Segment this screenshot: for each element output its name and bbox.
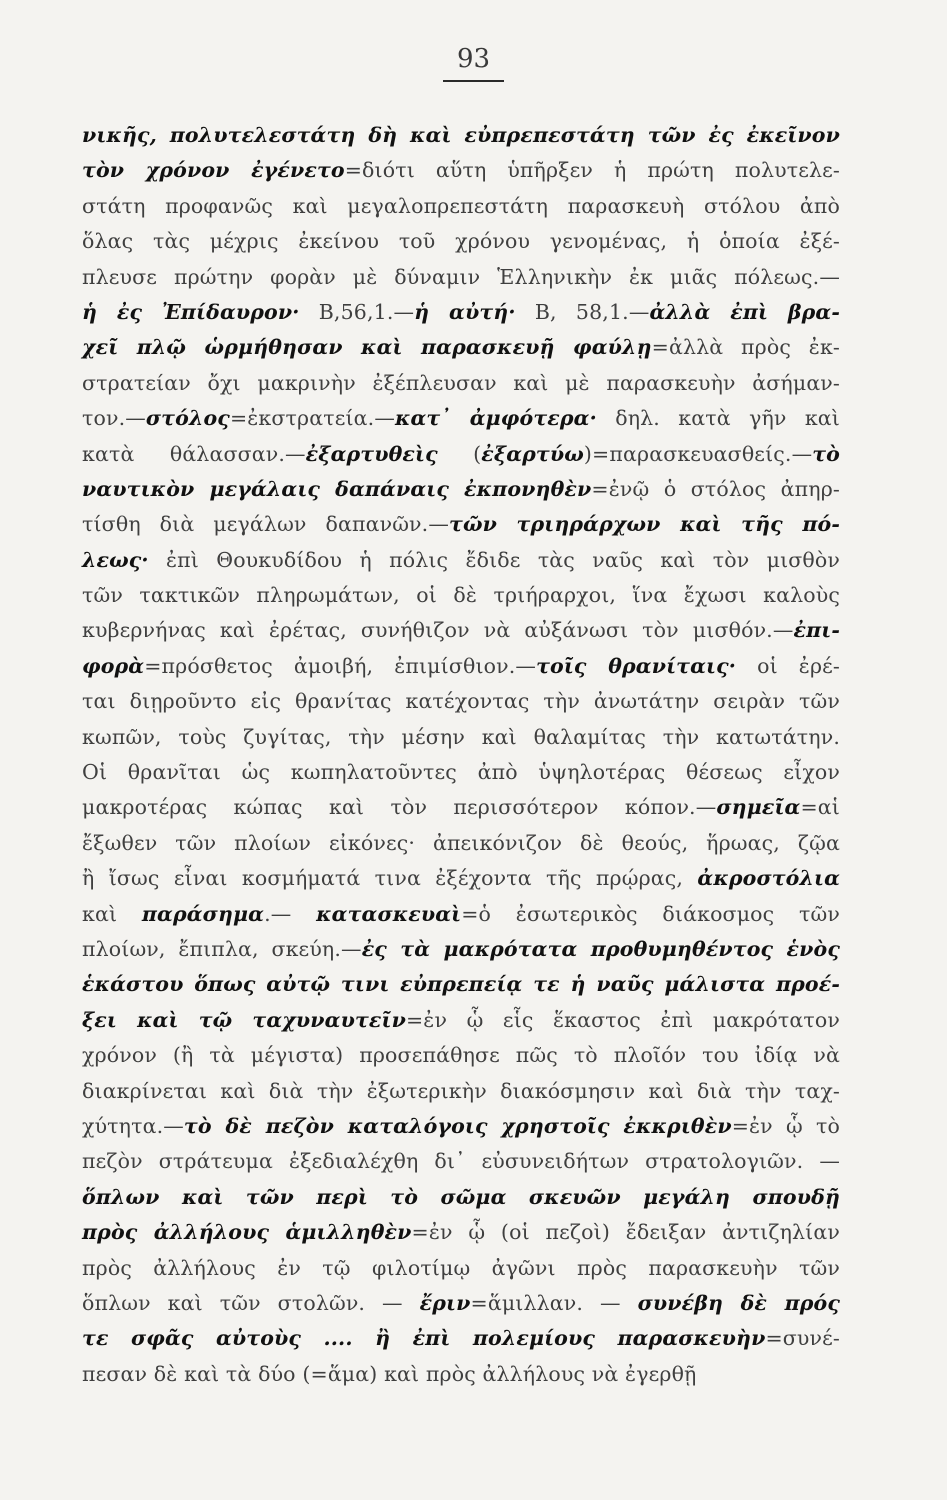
lemma-text: τὸ	[812, 441, 840, 466]
gloss-text: Β,56,1.—	[299, 299, 415, 324]
gloss-text: τίσθη διὰ μεγάλων δαπανῶν.—	[82, 512, 449, 537]
gloss-text: =συνέ-	[765, 1326, 840, 1351]
lemma-text: ἡ ἐς Ἐπίδαυρον·	[82, 299, 300, 324]
commentary-text	[82, 118, 840, 1392]
text-line	[82, 578, 840, 613]
gloss-text: =ὁ ἐσωτερικὸς διάκοσμος τῶν	[461, 901, 841, 926]
text-line	[82, 1109, 840, 1144]
gloss-text: κατὰ θάλασσαν.—	[82, 441, 306, 466]
lemma-text: ἐξαρτυθεὶς	[305, 441, 438, 466]
gloss-text: χρόνον (ἢ τὰ μέγιστα) προσεπάθησε πῶς τὸ πλοῖόν του ἰδίᾳ νὰ	[82, 1043, 840, 1068]
gloss-text: )=παρασκευασθείς.—	[583, 441, 813, 466]
lemma-text: τὸν χρόνον ἐγένετο	[82, 158, 345, 183]
lemma-text: ἐς τὰ μακρότατα προθυμηθέντος ἑνὸς	[361, 936, 840, 961]
lemma-text: τε σφᾶς αὐτοὺς .... ἢ ἐπὶ πολεμίους παρασκευὴν	[82, 1326, 766, 1351]
text-line	[82, 507, 840, 542]
text-line	[82, 189, 840, 224]
lemma-text: παράσημα	[141, 901, 265, 926]
gloss-text: πεσαν δὲ καὶ τὰ δύο (=ἅμα) καὶ πρὸς ἀλλήλους νὰ ἐγερθῇ	[82, 1361, 697, 1386]
text-line	[82, 720, 840, 755]
gloss-text: μακροτέρας κώπας καὶ τὸν περισσότερον κόπον.—	[82, 795, 717, 820]
text-line	[82, 153, 840, 188]
text-line	[82, 790, 840, 825]
gloss-text: τον.—	[82, 406, 146, 431]
gloss-text: ὅπλων καὶ τῶν στολῶν. —	[82, 1290, 420, 1315]
lemma-text: ἐξαρτύω	[481, 441, 584, 466]
gloss-text: =ἐνῷ ὁ στόλος ἀπηρ-	[591, 476, 840, 501]
lemma-text: ἔριν	[419, 1290, 471, 1315]
lemma-text: τὸ δὲ πεζὸν καταλόγοις χρηστοῖς ἐκκριθὲν	[183, 1113, 732, 1138]
gloss-text: στρατείαν ὄχι μακρινὴν ἐξέπλευσαν καὶ μὲ παρασκευὴν ἀσήμαν-	[82, 370, 840, 395]
text-line	[82, 613, 840, 648]
lemma-text: ἀλλὰ ἐπὶ βρα-	[649, 299, 840, 324]
lemma-text: κατ᾽ ἀμφότερα·	[394, 406, 597, 431]
lemma-text: τοῖς θρανίταις·	[536, 653, 737, 678]
text-line	[82, 861, 840, 896]
lemma-text: ἡ αὐτή·	[414, 299, 516, 324]
gloss-text: οἱ ἐρέ-	[736, 653, 840, 678]
gloss-text: =αἱ	[800, 795, 840, 820]
gloss-text: κυβερνήνας καὶ ἐρέτας, συνήθιζον νὰ αὐξάνωσι τὸν μισθόν.—	[82, 618, 794, 643]
text-line	[82, 1144, 840, 1179]
text-line	[82, 684, 840, 719]
gloss-text: καὶ	[82, 901, 142, 926]
gloss-text: πρὸς ἀλλήλους ἐν τῷ φιλοτίμῳ ἀγῶνι πρὸς παρασκευὴν τῶν	[82, 1255, 840, 1280]
gloss-text: πλευσε πρώτην φορὰν μὲ δύναμιν Ἑλληνικὴν ἐκ μιᾶς πόλεως.—	[82, 264, 840, 289]
text-line	[82, 366, 840, 401]
gloss-text: δηλ. κατὰ γῆν καὶ	[596, 406, 840, 431]
gloss-text: =ἐν ᾧ (οἱ πεζοὶ) ἔδειξαν ἀντιζηλίαν	[411, 1220, 840, 1245]
gloss-text: (	[437, 441, 482, 466]
gloss-text: =ἐν ᾧ εἷς ἕκαστος ἐπὶ μακρότατον	[405, 1007, 841, 1032]
lemma-text: ναυτικὸν μεγάλαις δαπάναις ἐκπονηθὲν	[82, 476, 592, 501]
lemma-text: ξει καὶ τῷ ταχυναυτεῖν	[82, 1007, 406, 1032]
gloss-text: =πρόσθετος ἀμοιβή, ἐπιμίσθιον.—	[144, 653, 537, 678]
gloss-text: ὅλας τὰς μέχρις ἐκείνου τοῦ χρόνου γενομένας, ἡ ὁποία ἐξέ-	[82, 229, 840, 254]
text-line	[82, 1074, 840, 1109]
gloss-text: =ἀλλὰ πρὸς ἐκ-	[651, 335, 840, 360]
text-line	[82, 1003, 840, 1038]
text-line	[82, 1215, 840, 1250]
lemma-text: πρὸς ἀλλήλους ἁμιλληθὲν	[82, 1220, 412, 1245]
lemma-text: τῶν τριηράρχων καὶ τῆς πό-	[449, 512, 840, 537]
gloss-text: χύτητα.—	[82, 1113, 184, 1138]
text-line	[82, 649, 840, 684]
text-line	[82, 1321, 840, 1356]
text-line	[82, 330, 840, 365]
gloss-text: Οἱ θρανῖται ὡς κωπηλατοῦντες ἀπὸ ὑψηλοτέρας θέσεως εἶχον	[82, 760, 840, 785]
gloss-text: Β, 58,1.—	[515, 299, 650, 324]
text-line	[82, 543, 840, 578]
gloss-text: ται διῃροῦντο εἰς θρανίτας κατέχοντας τὴν ἀνωτάτην σειρὰν τῶν	[82, 689, 840, 714]
lemma-text: χεῖ πλῷ ὡρμήθησαν καὶ παρασκευῇ φαύλῃ	[82, 335, 652, 360]
text-line	[82, 1038, 840, 1073]
gloss-text: στάτη προφανῶς καὶ μεγαλοπρεπεστάτη παρασκευὴ στόλου ἀπὸ	[82, 193, 840, 218]
gloss-text: πεζὸν στράτευμα ἐξεδιαλέχθη δι᾽ εὐσυνειδήτων στρατολογιῶν. —	[82, 1149, 840, 1174]
gloss-text: ἔξωθεν τῶν πλοίων εἰκόνες· ἀπεικόνιζον δὲ θεούς, ἥρωας, ζῷα	[82, 830, 840, 855]
lemma-text: στόλος	[145, 406, 230, 431]
lemma-text: νικῆς, πολυτελεστάτη δὴ καὶ εὐπρεπεστάτη τῶν ἐς ἐκεῖνον	[82, 123, 840, 147]
text-line	[82, 1251, 840, 1286]
text-line	[82, 967, 840, 1002]
page-number-text: 93	[443, 44, 504, 82]
text-line	[82, 1357, 840, 1392]
page-number	[0, 44, 947, 82]
gloss-text: τῶν τακτικῶν πληρωμάτων, οἱ δὲ τριήραρχοι, ἵνα ἔχωσι καλοὺς	[82, 583, 840, 608]
gloss-text: κωπῶν, τοὺς ζυγίτας, τὴν μέσην καὶ θαλαμίτας τὴν κατωτάτην.	[82, 724, 840, 749]
gloss-text: ἢ ἴσως εἶναι κοσμήματά τινα ἐξέχοντα τῆς πρῴρας,	[82, 866, 698, 891]
lemma-text: ὅπλων καὶ τῶν περὶ τὸ σῶμα σκευῶν μεγάλη σπουδῇ	[82, 1184, 840, 1209]
text-line	[82, 437, 840, 472]
lemma-text: κατασκευαὶ	[316, 901, 462, 926]
text-line	[82, 224, 840, 259]
gloss-text: =ἐν ᾧ τὸ	[731, 1113, 840, 1138]
text-line	[82, 755, 840, 790]
text-line	[82, 1180, 840, 1215]
lemma-text: ἐπι-	[793, 618, 840, 643]
text-line	[82, 826, 840, 861]
text-line	[82, 260, 840, 295]
gloss-text: =διότι αὕτη ὑπῆρξεν ἡ πρώτη πολυτελε-	[344, 158, 840, 183]
lemma-text: ἀκροστόλια	[697, 866, 840, 891]
lemma-text: ἑκάστου ὅπως αὐτῷ τινι εὐπρεπείᾳ τε ἡ ναῦς μάλιστα προέ-	[82, 972, 840, 997]
text-line	[82, 932, 840, 967]
text-line	[82, 472, 840, 507]
text-line	[82, 1286, 840, 1321]
text-line	[82, 295, 840, 330]
gloss-text: .—	[264, 901, 317, 926]
gloss-text: =ἅμιλλαν. —	[470, 1290, 638, 1315]
gloss-text: πλοίων, ἔπιπλα, σκεύη.—	[82, 936, 362, 961]
text-line	[82, 897, 840, 932]
gloss-text: ἐπὶ Θουκυδίδου ἡ πόλις ἔδιδε τὰς ναῦς καὶ τὸν μισθὸν	[148, 547, 840, 572]
gloss-text: =ἐκστρατεία.—	[229, 406, 395, 431]
text-line	[82, 118, 840, 153]
text-line	[82, 401, 840, 436]
lemma-text: συνέβη δὲ πρός	[637, 1290, 840, 1315]
gloss-text: διακρίνεται καὶ διὰ τὴν ἐξωτερικὴν διακόσμησιν καὶ διὰ τὴν ταχ-	[82, 1078, 840, 1103]
lemma-text: φορὰ	[82, 653, 145, 678]
lemma-text: λεως·	[82, 547, 149, 572]
lemma-text: σημεῖα	[716, 795, 801, 820]
